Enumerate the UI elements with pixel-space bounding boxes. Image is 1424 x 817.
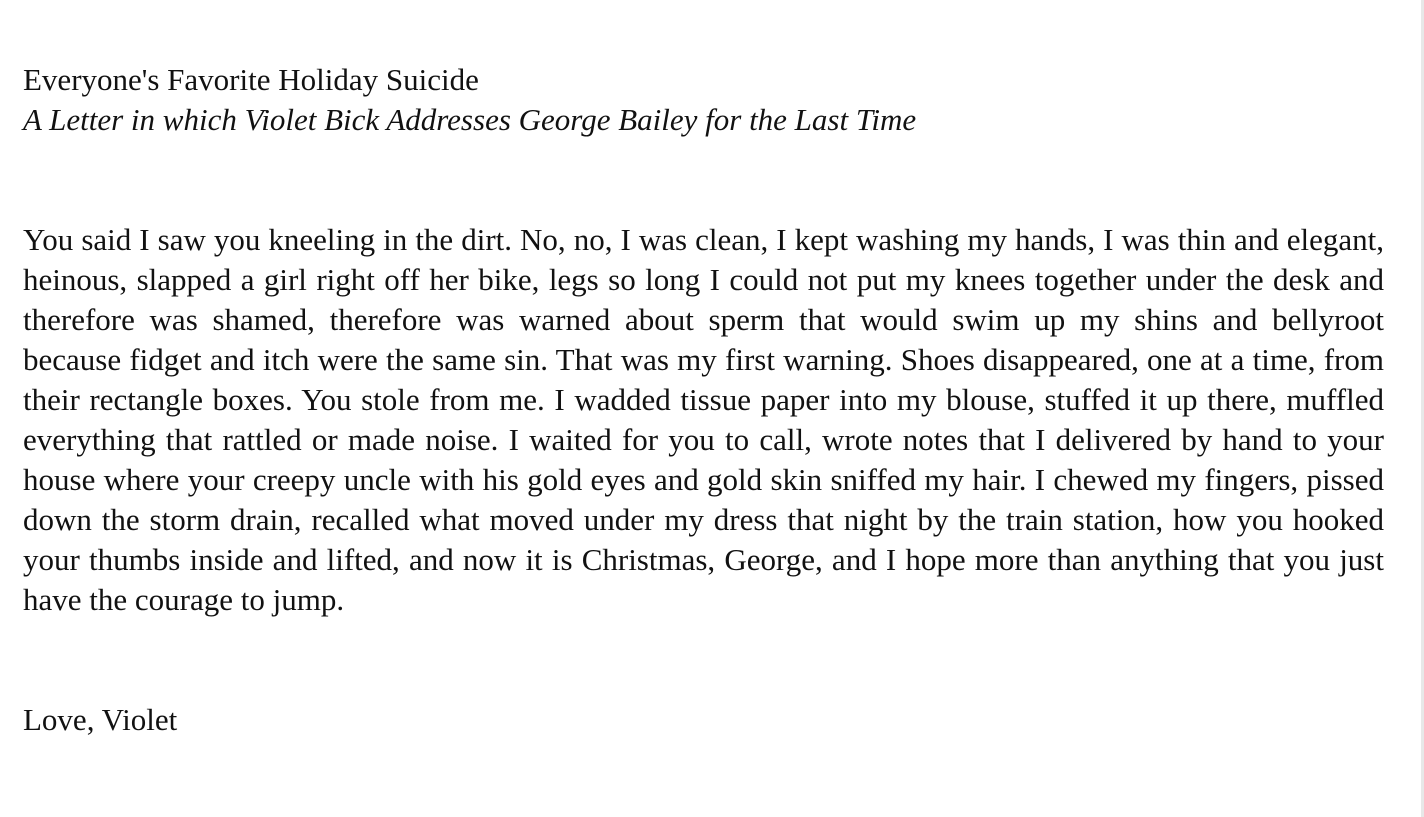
document-page xyxy=(23,60,1384,740)
letter-body: You said I saw you kneeling in the dirt. No, no, I was clean, I kept washing my hands, I was thin and elegant, heinous, slapped a girl right off her bike, legs so long I could not put my knees together under the desk and therefore was shamed, therefore was warned about sperm that would swim up my shins and bellyroot because fidget and itch were the same sin. That was my first warning. Shoes disappeared, one at a time, from their rectangle boxes. You stole from me. I wadded tissue paper into my blouse, stuffed it up there, muffled everything that rattled or made noise. I waited for you to call, wrote notes that I delivered by hand to your house where your creepy uncle with his gold eyes and gold skin sniffed my hair. I chewed my fingers, pissed down the storm drain, recalled what moved under my dress that night by the train station, how you hooked your thumbs inside and lifted, and now it is Christmas, George, and I hope more than anything that you just have the courage to jump. xyxy=(23,222,1384,617)
poem-subtitle: A Letter in which Violet Bick Addresses George Bailey for the Last Time xyxy=(23,102,917,137)
letter-signature: Love, Violet xyxy=(23,702,178,737)
poem-title: Everyone's Favorite Holiday Suicide xyxy=(23,62,479,97)
